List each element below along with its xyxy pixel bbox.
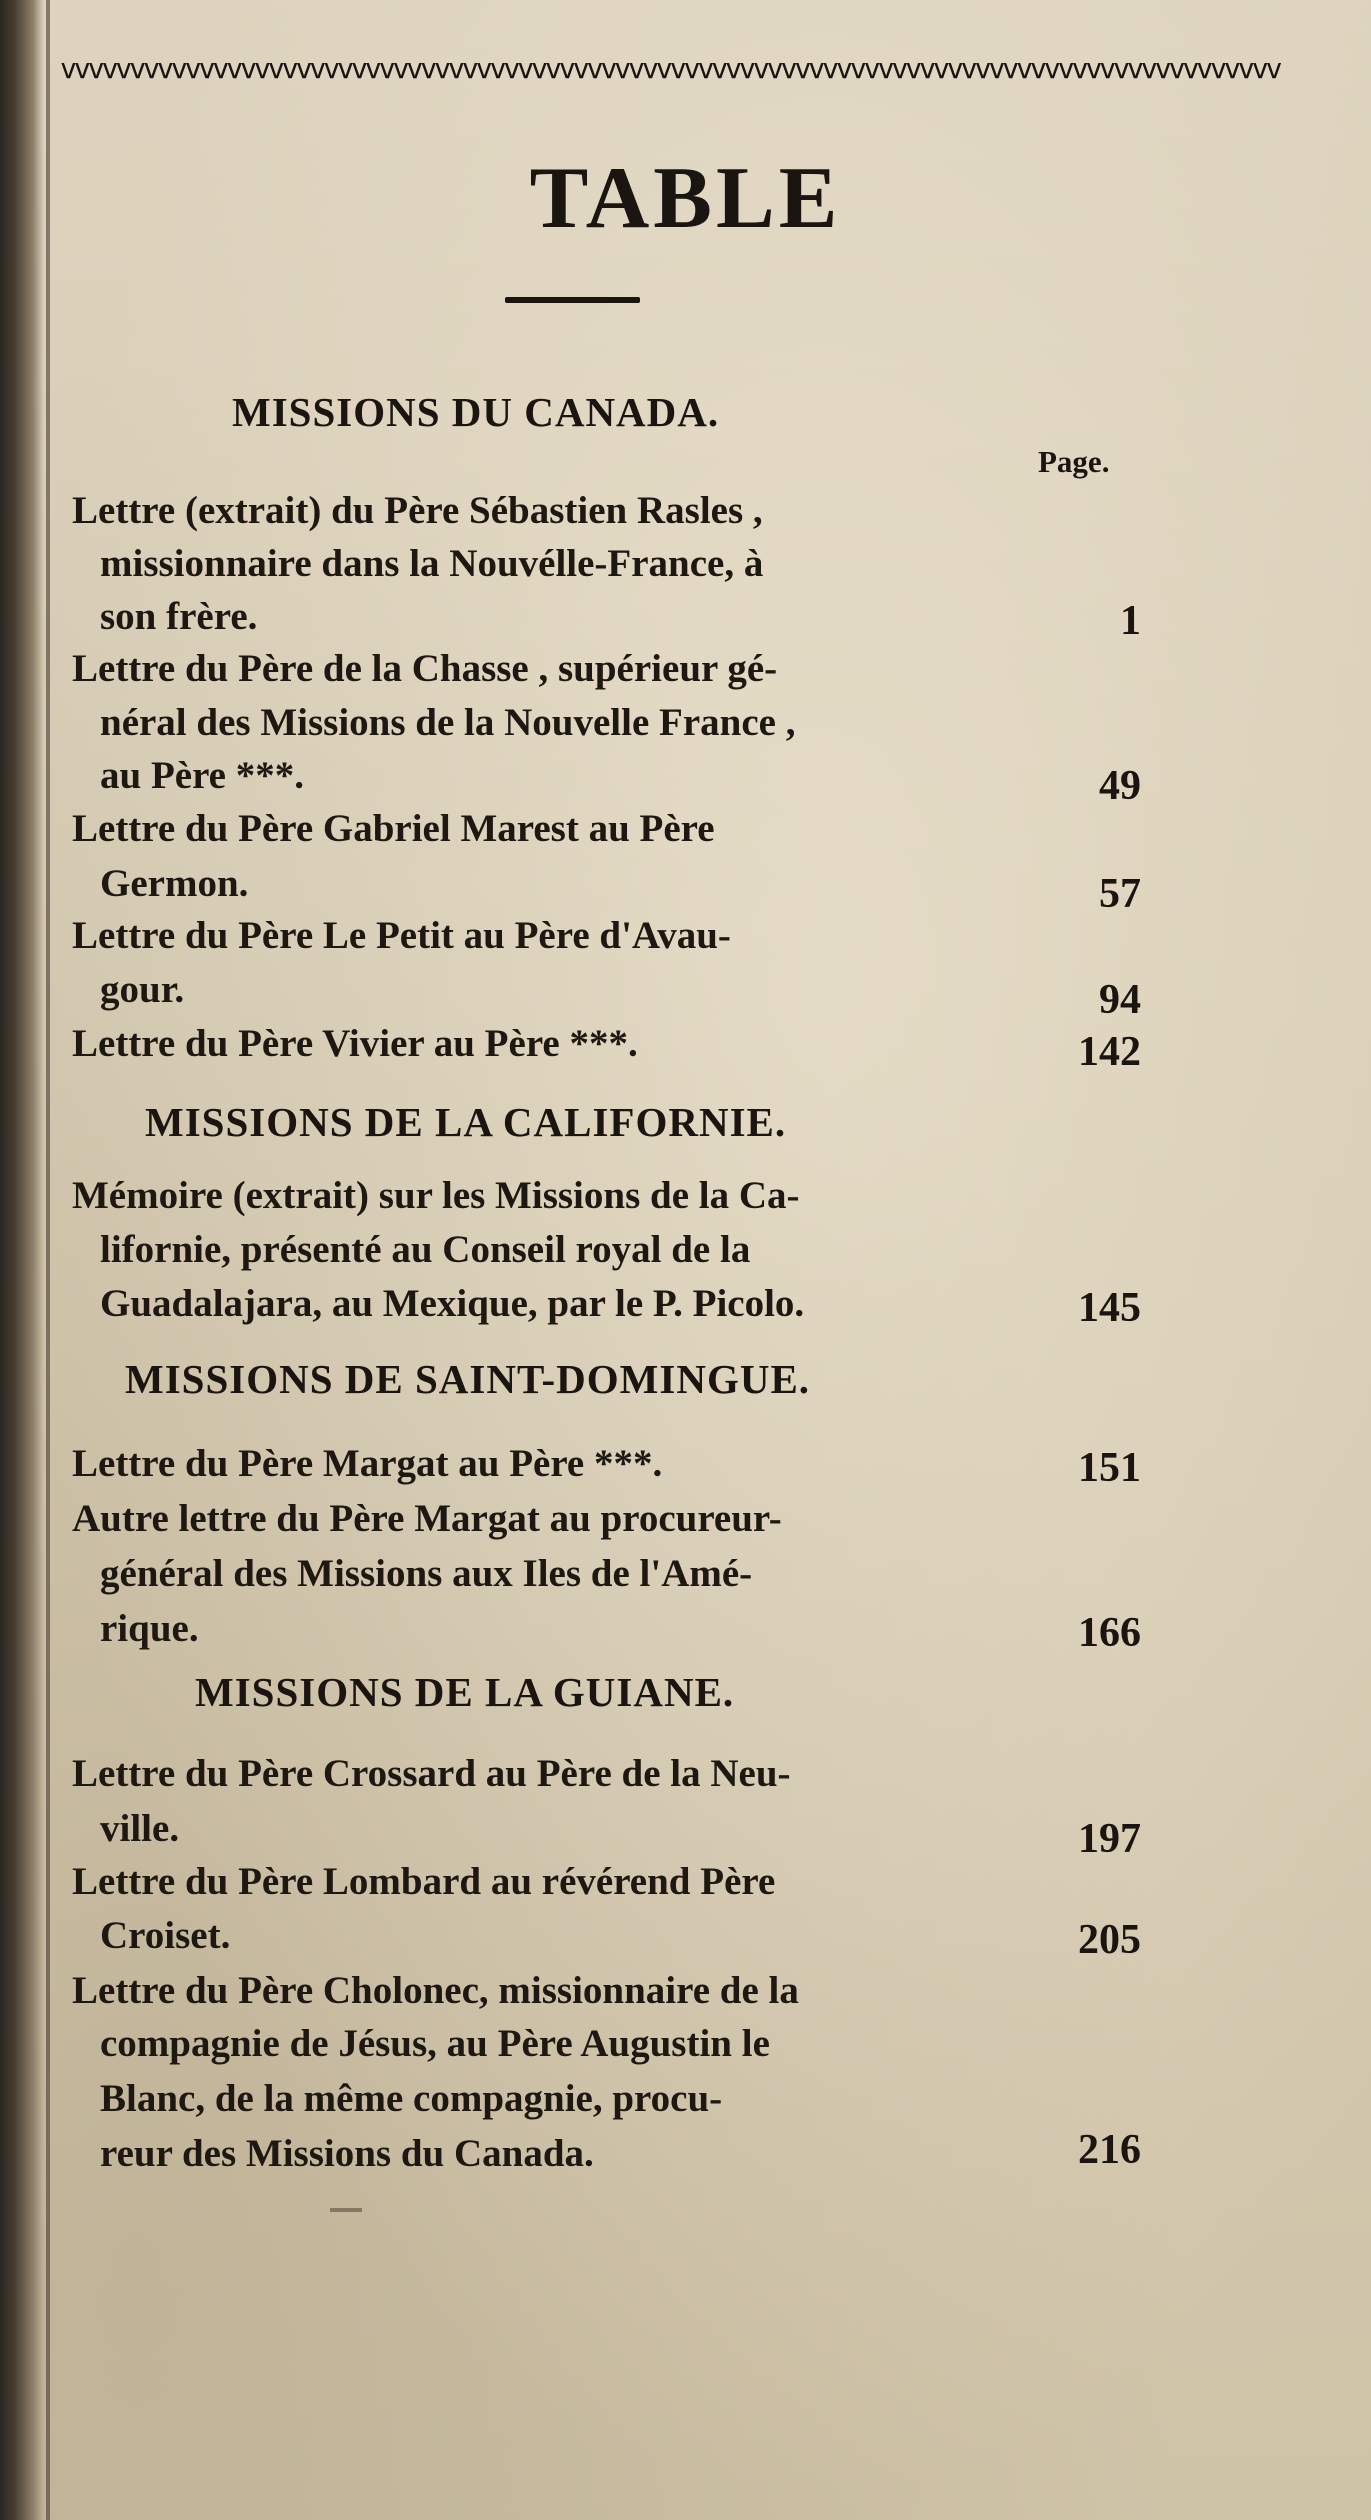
entry-line: Blanc, de la même compagnie, procu-: [100, 2077, 723, 2120]
entry-line: Lettre du Père Crossard au Père de la Neu-: [72, 1752, 791, 1795]
entry-line: général des Missions aux Iles de l'Amé-: [100, 1552, 753, 1595]
entry-line: néral des Missions de la Nouvelle France ,: [100, 701, 796, 744]
binding-shadow-line: [46, 0, 50, 2520]
entry-line: Mémoire (extrait) sur les Missions de la Ca-: [72, 1174, 800, 1217]
page-number: 1: [1120, 598, 1141, 644]
page-number: 166: [1078, 1610, 1141, 1656]
entry-line: Lettre (extrait) du Père Sébastien Rasles ,: [72, 489, 763, 532]
entry-line: ville.: [100, 1807, 180, 1850]
page-number: 151: [1078, 1445, 1141, 1491]
ink-mark: [330, 2208, 362, 2212]
page-number: 145: [1078, 1285, 1141, 1331]
entry-line: Lettre du Père Le Petit au Père d'Avau-: [72, 914, 731, 957]
section-heading-guiane: MISSIONS DE LA GUIANE.: [195, 1669, 735, 1715]
entry-line: son frère.: [100, 595, 258, 638]
entry-line: Lettre du Père de la Chasse , supérieur gé-: [72, 647, 778, 690]
page-title: TABLE: [529, 150, 842, 247]
page-number: 216: [1078, 2127, 1141, 2173]
entry-line: Lettre du Père Cholonec, missionnaire de la: [72, 1969, 799, 2012]
entry-line: Guadalajara, au Mexique, par le P. Picolo.: [100, 1282, 805, 1325]
header-ornament-border: vvvvvvvvvvvvvvvvvvvvvvvvvvvvvvvvvvvvvvvvvvvvvvvvvvvvvvvvvvvvvvvvvvvvvvvvvvvvvvvvvvvvvvvv: [60, 52, 1280, 85]
entry-line: Autre lettre du Père Margat au procureur-: [72, 1497, 782, 1540]
entry-line: missionnaire dans la Nouvélle-France, à: [100, 542, 764, 585]
entry-line: gour.: [100, 968, 185, 1011]
entry-line: au Père ***.: [100, 754, 304, 797]
entry-line: lifornie, présenté au Conseil royal de la: [100, 1228, 751, 1271]
section-heading-saint-domingue: MISSIONS DE SAINT-DOMINGUE.: [125, 1356, 811, 1402]
entry-line: Lettre du Père Vivier au Père ***.: [72, 1022, 638, 1065]
page-number: 142: [1078, 1029, 1141, 1075]
entry-line: rique.: [100, 1607, 199, 1650]
page-column-label: Page.: [1038, 444, 1110, 479]
page-number: 49: [1099, 763, 1141, 809]
entry-line: Lettre du Père Lombard au révérend Père: [72, 1860, 776, 1903]
page-number: 205: [1078, 1917, 1141, 1963]
page-number: 197: [1078, 1816, 1141, 1862]
entry-line: Lettre du Père Margat au Père ***.: [72, 1442, 663, 1485]
section-heading-californie: MISSIONS DE LA CALIFORNIE.: [145, 1099, 787, 1145]
entry-line: compagnie de Jésus, au Père Augustin le: [100, 2022, 770, 2065]
entry-line: Lettre du Père Gabriel Marest au Père: [72, 807, 715, 850]
entry-line: reur des Missions du Canada.: [100, 2132, 594, 2175]
title-rule-divider: [505, 297, 640, 303]
entry-line: Croiset.: [100, 1914, 231, 1957]
page-number: 94: [1099, 977, 1141, 1023]
entry-line: Germon.: [100, 862, 249, 905]
section-heading-canada: MISSIONS DU CANADA.: [232, 389, 720, 435]
page-number: 57: [1099, 871, 1141, 917]
book-binding-edge: [0, 0, 44, 2520]
